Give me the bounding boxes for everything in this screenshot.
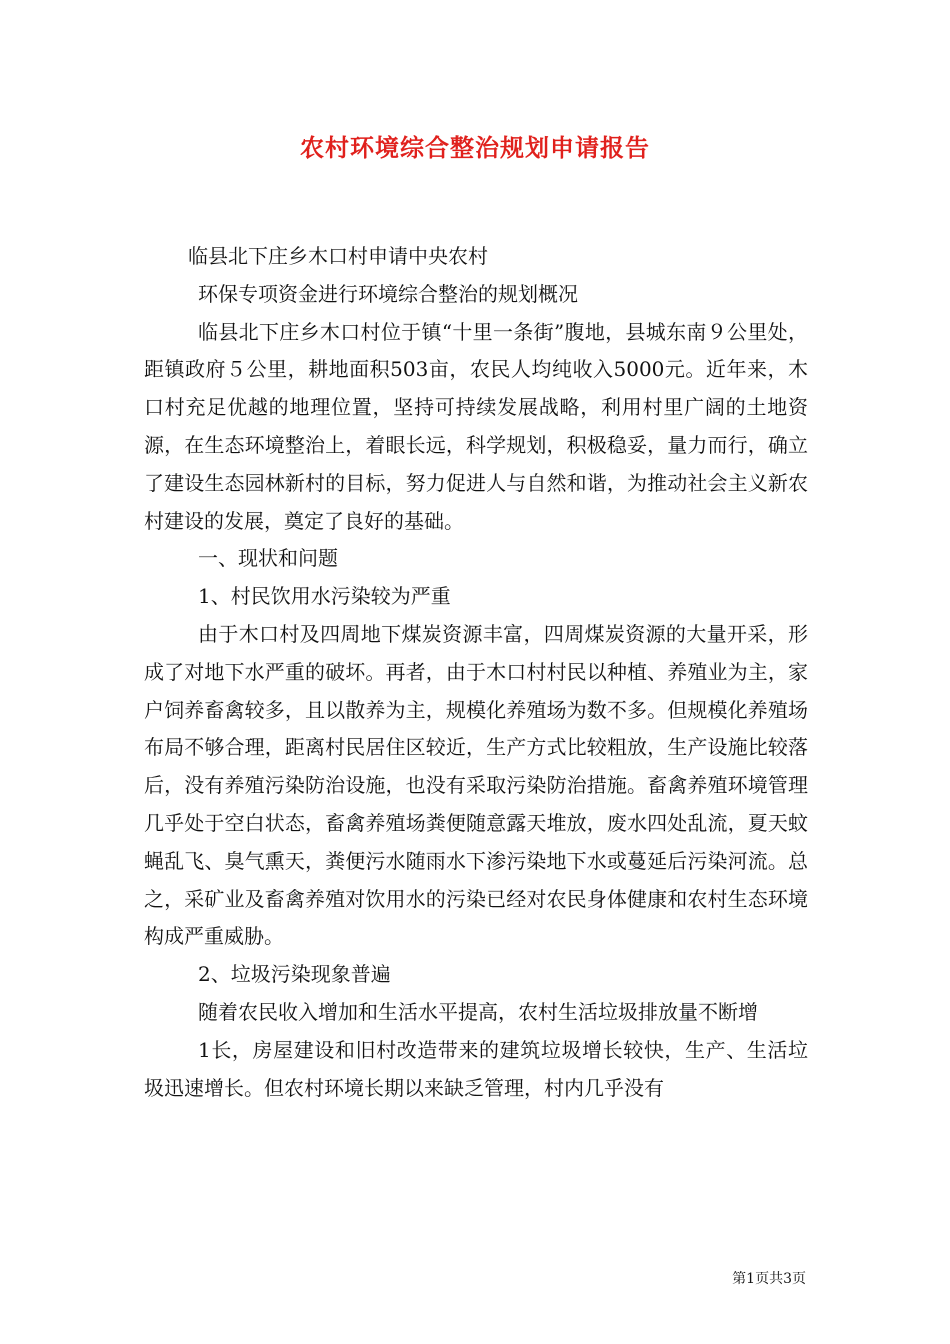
paragraph-intro-line-2: 环保专项资金进行环境综合整治的规划概况 (198, 281, 578, 306)
paragraph-overview: 临县北下庄乡木口村位于镇“十里一条街”腹地，县城东南９公里处，距镇政府５公里，耕地面积503亩，农民人均纯收入5000元。近年来，木口村充足优越的地理位置，坚持可持续发展战略，利用村里广阔的土地资源，在生态环境整治上，着眼长远，科学规划，积极稳妥，量力而行，确立了建设生态园林新村的目标，努力促进人与自然和谐，为推动社会主义新农村建设的发展，奠定了良好的基础。 (144, 319, 808, 533)
paragraph-garbage-1: 随着农民收入增加和生活水平提高，农村生活垃圾排放量不断增 (198, 999, 758, 1024)
section-heading-status: 一、现状和问题 (198, 546, 338, 571)
paragraph-intro-line-1: 临县北下庄乡木口村申请中央农村 (188, 244, 488, 268)
document-title: 农村环境综合整治规划申请报告 (300, 133, 650, 162)
document-body (144, 238, 808, 1107)
subheading-garbage-pollution: 2、垃圾污染现象普遍 (198, 962, 391, 987)
paragraph-garbage-2: 1长，房屋建设和旧村改造带来的建筑垃圾增长较快，生产、生活垃圾迅速增长。但农村环境长期以来缺乏管理，村内几乎没有 (144, 1037, 808, 1100)
page-number: 第1页共3页 (732, 1271, 806, 1287)
paragraph-water-pollution: 由于木口村及四周地下煤炭资源丰富，四周煤炭资源的大量开采，形成了对地下水严重的破坏。再者，由于木口村村民以种植、养殖业为主，家户饲养畜禽较多，且以散养为主，规模化养殖场为数不多。但规模化养殖场布局不够合理，距离村民居住区较近，生产方式比较粗放，生产设施比较落后，没有养殖污染防治设施，也没有采取污染防治措施。畜禽养殖环境管理几乎处于空白状态，畜禽养殖场粪便随意露天堆放，废水四处乱流，夏天蚊蝇乱飞、臭气熏天，粪便污水随雨水下渗污染地下水或蔓延后污染河流。总之，采矿业及畜禽养殖对饮用水的污染已经对农民身体健康和农村生态环境构成严重威胁。 (144, 621, 808, 949)
subheading-water-pollution: 1、村民饮用水污染较为严重 (198, 584, 451, 609)
